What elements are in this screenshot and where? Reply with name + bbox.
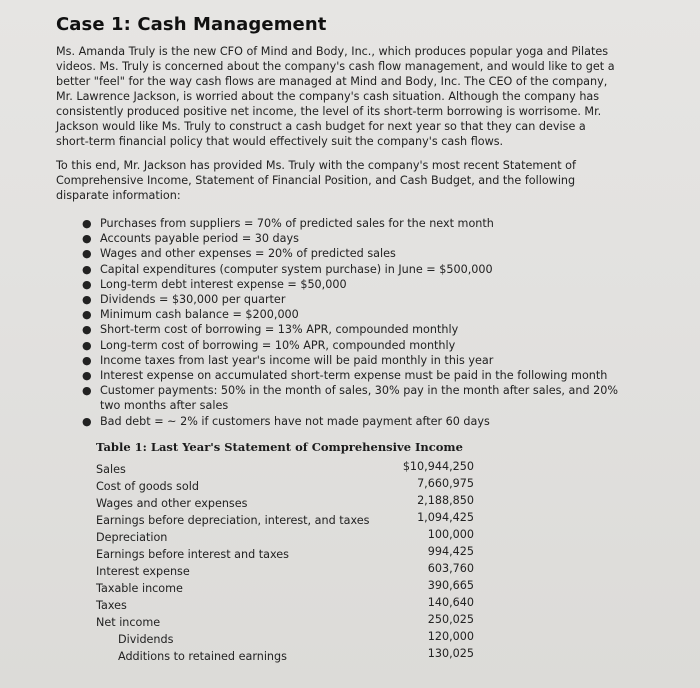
row-label: Net income <box>96 616 161 629</box>
bullet-icon: ● <box>82 247 92 261</box>
list-item-text: Minimum cash balance = $200,000 <box>100 308 299 322</box>
intro-line: Ms. Amanda Truly is the new CFO of Mind and Body, Inc., which produces popular yoga and Pilates <box>56 45 609 58</box>
list-item-text: Customer payments: 50% in the month of sales, 30% pay in the month after sales, and 20% <box>100 384 619 398</box>
bullet-icon: ● <box>82 384 92 398</box>
row-value: 250,025 <box>427 613 474 626</box>
list-item-text: Capital expenditures (computer system purchase) in June = $500,000 <box>100 262 493 276</box>
income-statement-table <box>96 460 474 667</box>
bullet-icon: ● <box>82 262 92 276</box>
bullet-icon: ● <box>82 217 92 230</box>
list-item-text: Accounts payable period = 30 days <box>100 232 299 246</box>
bullet-icon: ● <box>82 293 92 307</box>
list-item <box>80 231 618 246</box>
table-row <box>96 562 474 582</box>
list-item <box>80 338 618 353</box>
list-item-text: Long-term cost of borrowing = 10% APR, compounded monthly <box>100 338 456 352</box>
bullet-icon: ● <box>82 338 92 352</box>
bullet-icon: ● <box>82 277 92 291</box>
row-value: 603,760 <box>427 562 474 575</box>
row-label: Interest expense <box>96 565 190 578</box>
bullet-icon: ● <box>82 308 92 322</box>
row-value: 7,660,975 <box>417 477 474 490</box>
table-row <box>96 528 474 548</box>
table-row <box>96 511 474 531</box>
row-label: Taxable income <box>96 582 183 595</box>
row-value: 1,094,425 <box>417 511 474 524</box>
row-value: 140,640 <box>427 596 474 609</box>
list-item <box>80 353 618 368</box>
info-line: To this end, Mr. Jackson has provided Ms. Truly with the company's most recent Statement of <box>56 159 576 172</box>
assumptions-list <box>80 216 618 429</box>
case-title: Case 1: Cash Management <box>56 14 327 35</box>
list-item <box>80 383 618 413</box>
list-item-text: Bad debt = ~ 2% if customers have not made payment after 60 days <box>100 414 490 428</box>
row-value: 2,188,850 <box>417 494 474 507</box>
row-label: Taxes <box>96 599 127 612</box>
row-label: Sales <box>96 463 126 476</box>
intro-line: better "feel" for the way cash flows are managed at Mind and Body, Inc. The CEO of the company, <box>56 75 608 88</box>
row-label: Wages and other expenses <box>96 497 248 510</box>
row-value: 120,000 <box>427 630 474 643</box>
info-paragraph <box>56 158 616 203</box>
row-label: Depreciation <box>96 531 168 544</box>
list-item <box>80 307 618 322</box>
list-item <box>80 216 618 231</box>
row-value: 100,000 <box>427 528 474 541</box>
row-value: 994,425 <box>427 545 474 558</box>
list-item-text: Long-term debt interest expense = $50,000 <box>100 277 347 291</box>
row-label: Cost of goods sold <box>96 480 199 493</box>
list-item-text: Income taxes from last year's income will be paid monthly in this year <box>100 353 494 367</box>
table-row <box>96 545 474 565</box>
bullet-icon: ● <box>82 353 92 367</box>
list-item-continuation: two months after sales <box>100 399 229 413</box>
bullet-icon: ● <box>82 323 92 337</box>
intro-paragraph <box>56 44 646 149</box>
list-item <box>80 277 618 292</box>
info-line: disparate information: <box>56 189 181 202</box>
table-row <box>96 579 474 599</box>
row-value: $10,944,250 <box>402 460 474 473</box>
list-item <box>80 246 618 261</box>
intro-line: Mr. Lawrence Jackson, is worried about the company's cash situation. Although the company has <box>56 90 600 103</box>
row-value: 130,025 <box>427 647 474 660</box>
list-item-text: Short-term cost of borrowing = 13% APR, compounded monthly <box>100 323 459 337</box>
row-label: Earnings before interest and taxes <box>96 548 289 561</box>
list-item <box>80 292 618 307</box>
list-item <box>80 322 618 337</box>
row-label: Earnings before depreciation, interest, and taxes <box>96 514 370 527</box>
list-item-text: Interest expense on accumulated short-term expense must be paid in the following month <box>100 369 608 383</box>
intro-line: Jackson would like Ms. Truly to construct a cash budget for next year so that they can devise a <box>56 120 586 133</box>
table-row <box>96 630 474 650</box>
table-row <box>96 596 474 616</box>
table-title: Table 1: Last Year's Statement of Comprehensive Income <box>96 440 463 454</box>
intro-line: videos. Ms. Truly is concerned about the company's cash flow management, and would like to get a <box>56 60 615 73</box>
list-item <box>80 368 618 383</box>
list-item-text: Wages and other expenses = 20% of predicted sales <box>100 247 396 261</box>
bullet-icon: ● <box>82 232 92 246</box>
intro-line: short-term financial policy that would effectively suit the company's cash flows. <box>56 135 504 148</box>
bullet-icon: ● <box>82 369 92 383</box>
list-item-text: Purchases from suppliers = 70% of predicted sales for the next month <box>100 217 494 230</box>
row-value: 390,665 <box>427 579 474 592</box>
table-row <box>96 613 474 633</box>
row-label: Additions to retained earnings <box>118 650 287 663</box>
info-line: Comprehensive Income, Statement of Financial Position, and Cash Budget, and the following <box>56 174 576 187</box>
list-item <box>80 262 618 277</box>
bullet-icon: ● <box>82 414 92 428</box>
intro-line: consistently produced positive net income, the level of its short-term borrowing is worrisome. Mr. <box>56 105 602 118</box>
row-label: Dividends <box>118 633 174 646</box>
list-item <box>80 414 618 429</box>
list-item-text: Dividends = $30,000 per quarter <box>100 293 286 307</box>
table-row <box>96 647 474 667</box>
